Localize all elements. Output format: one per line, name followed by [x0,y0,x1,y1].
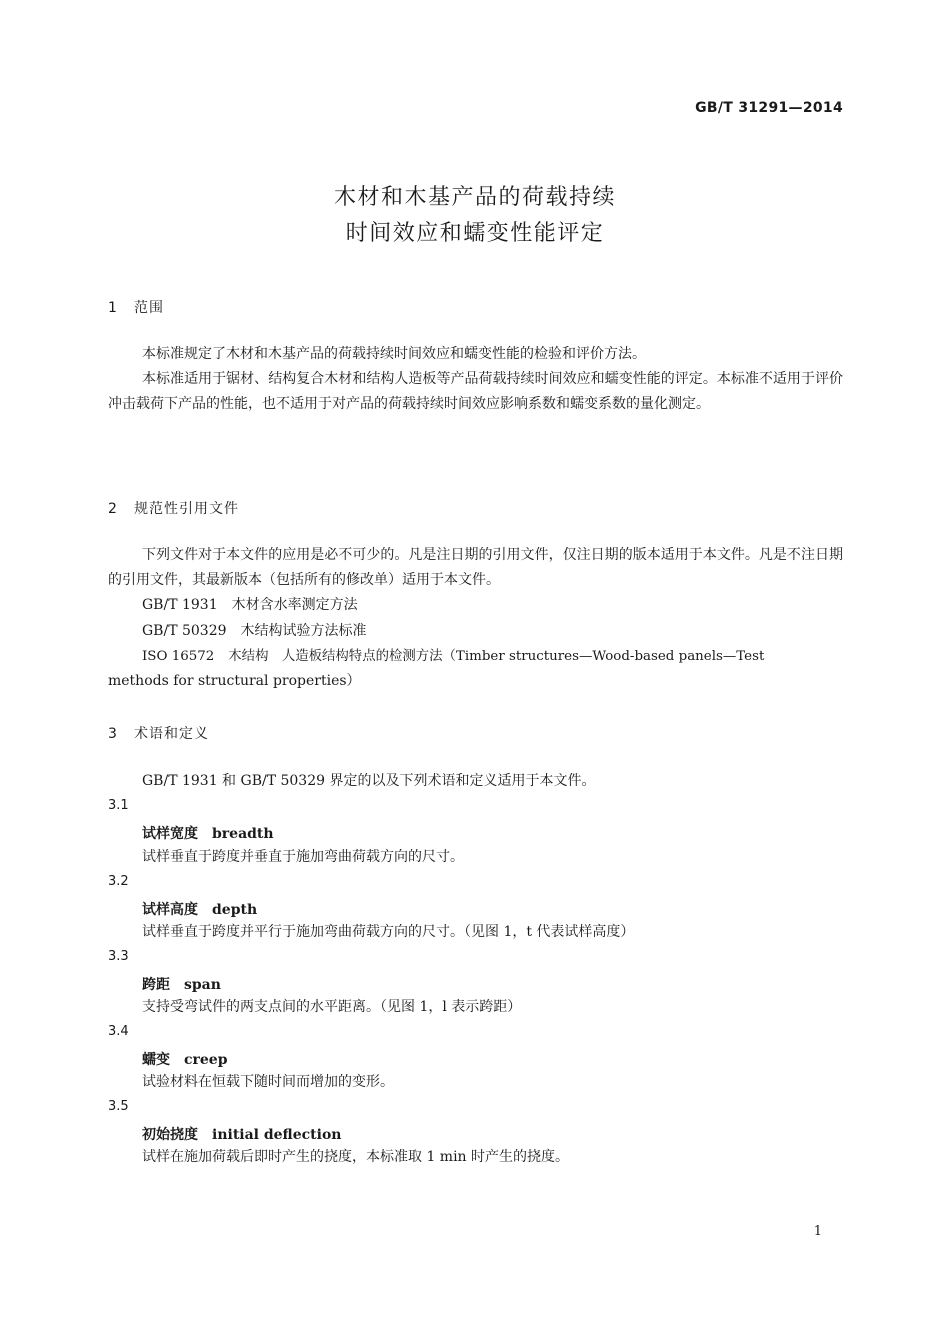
term-definition: 试验材料在恒载下随时间而增加的变形。 [142,1074,394,1090]
term-number: 3.3 [108,949,129,964]
term-heading [142,1124,341,1144]
section-title: 术语和定义 [134,726,209,742]
section-number: 3 [108,726,118,742]
term-number: 3.5 [108,1099,129,1114]
term-en: breadth [212,826,274,842]
term-zh: 初始挠度 [142,1127,198,1143]
term-en: initial deflection [212,1127,342,1143]
term-number: 3.4 [108,1024,129,1039]
term-en: creep [184,1052,228,1068]
reference-item-continuation: methods for structural properties） [108,673,361,689]
term-number: 3.2 [108,874,129,889]
term-heading [142,1049,228,1069]
section-title: 规范性引用文件 [134,501,239,517]
term-zh: 试样宽度 [142,826,198,842]
term-heading [142,974,221,994]
term-definition: 试样在施加荷载后即时产生的挠度，本标准取 1 min 时产生的挠度。 [142,1149,570,1165]
term-en: span [184,977,221,993]
term-number: 3.1 [108,798,129,813]
section-title: 范围 [134,300,164,316]
term-zh: 蠕变 [142,1052,170,1068]
section-number: 2 [108,501,118,517]
section-3-heading [108,723,209,743]
section-2-paragraph-1: 下列文件对于本文件的应用是必不可少的。凡是注日期的引用文件，仅注日期的版本适用于本文件。凡是不注日期的引用文件，其最新版本（包括所有的修改单）适用于本文件。 [108,547,843,588]
reference-item [142,593,358,618]
term-zh: 跨距 [142,977,170,993]
document-title-line-1: 木材和木基产品的荷载持续 [333,185,616,210]
term-heading [142,899,257,919]
reference-title: 木结构试验方法标准 [240,623,367,639]
reference-code: GB/T 50329 [142,623,227,639]
term-definition: 支持受弯试件的两支点间的水平距离。（见图 1，l 表示跨距） [142,999,522,1015]
reference-code: ISO 16572 [142,649,215,664]
standard-code: GB/T 31291—2014 [695,100,843,116]
term-heading [142,823,274,843]
section-3-intro: GB/T 1931 和 GB/T 50329 界定的以及下列术语和定义适用于本文件。 [142,773,596,789]
term-en: depth [212,902,258,918]
section-1-paragraph-2: 本标准适用于锯材、结构复合木材和结构人造板等产品荷载持续时间效应和蠕变性能的评定。本标准不适用于评价冲击载荷下产品的性能，也不适用于对产品的荷载持续时间效应影响系数和蠕变系数的量化测定。 [108,371,843,412]
reference-item [142,619,367,644]
reference-title: 木材含水率测定方法 [231,597,358,613]
term-definition: 试样垂直于跨度并平行于施加弯曲荷载方向的尺寸。（见图 1，t 代表试样高度） [142,924,635,940]
section-1-paragraph-1: 本标准规定了木材和木基产品的荷载持续时间效应和蠕变性能的检验和评价方法。 [142,346,646,362]
term-definition: 试样垂直于跨度并垂直于施加弯曲荷载方向的尺寸。 [142,849,464,865]
section-number: 1 [108,300,118,316]
reference-item [142,644,843,669]
reference-title: 木结构 人造板结构特点的检测方法（Timber structures—Wood-based panels—Test [228,649,765,664]
term-zh: 试样高度 [142,902,198,918]
section-2-heading [108,498,239,518]
reference-code: GB/T 1931 [142,597,218,613]
page-number: 1 [813,1224,822,1239]
section-1-heading [108,297,164,317]
document-title-line-2: 时间效应和蠕变性能评定 [345,221,605,246]
